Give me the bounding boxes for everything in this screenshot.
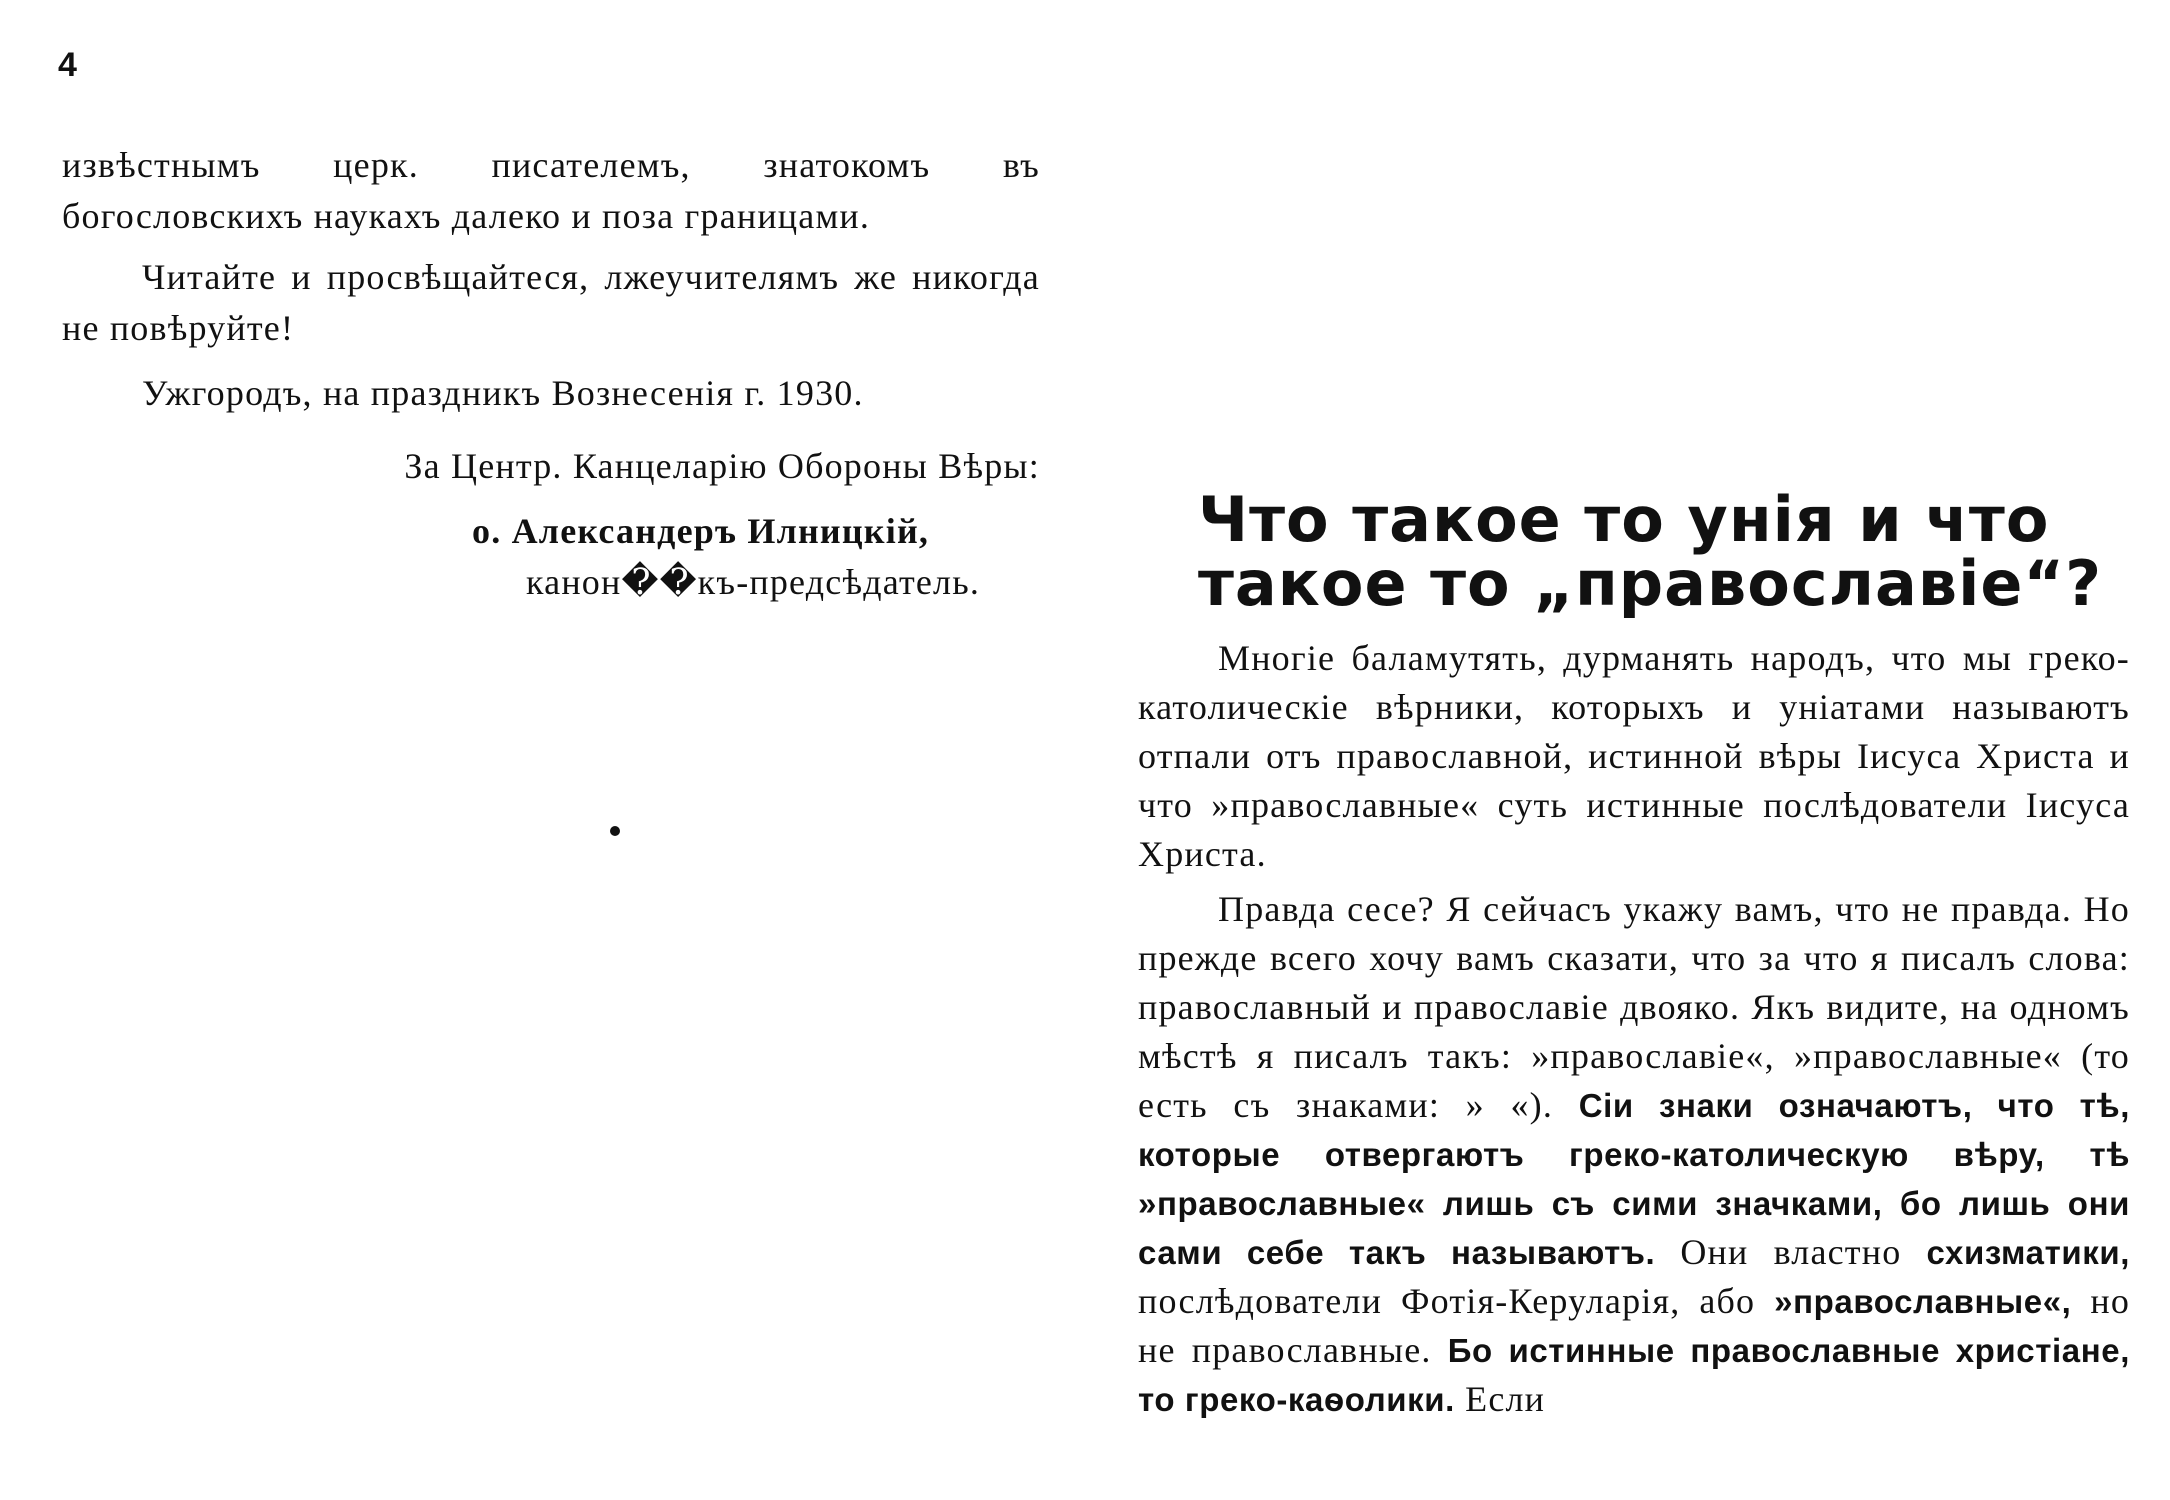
article-body — [1138, 634, 2130, 1424]
heading-line-1: Что такое то унія и что — [1198, 483, 2050, 556]
p2-intro: Правда сесе? Я сейчасъ укажу вамъ, что не правда. Но прежде всего хочу вамъ сказати, что за что я писалъ слова: православный и православіе двояко. Якъ видите, на одномъ мѣстѣ я писалъ такъ: »православіе«, »православные« (то есть съ знаками: » «). — [1138, 889, 2130, 1125]
stray-dot-mark — [610, 826, 620, 836]
left-column — [62, 140, 1040, 608]
p2-bold-3: »православные«, — [1774, 1283, 2072, 1320]
signature-block — [472, 506, 1040, 608]
left-paragraph-continuation: извѣстнымъ церк. писателемъ, знатокомъ въ богословскихъ наукахъ далеко и поза границами. — [62, 145, 1040, 236]
p2-bold-2: схизматики, — [1926, 1234, 2130, 1271]
p2-bold-1: Сіи знаки означаютъ, что тѣ, которые отвергаютъ греко-католическую вѣру, тѣ »православные« лишь съ сими значками, бо лишь они сами себе такъ называютъ. — [1138, 1087, 2130, 1271]
article-heading — [1138, 483, 2130, 620]
p2-bold-4: Бо истинные православные христіане, то греко-каѳолики. — [1138, 1332, 2130, 1418]
p2-mid: Они властно — [1680, 1232, 1902, 1272]
p2-tail: Если — [1465, 1379, 1546, 1419]
right-column — [1138, 483, 2131, 1430]
signer-title: канон��къ-предсѣдатель. — [526, 562, 981, 602]
left-paragraph-exhortation: Читайте и просвѣщайтеся, лжеучителямъ же никогда не повѣруйте! — [62, 257, 1040, 348]
signer-name: о. Александеръ Илницкій, — [472, 511, 930, 551]
heading-line-2: такое то „православіе“? — [1198, 547, 2103, 620]
place-date-line: Ужгородъ, на праздникъ Вознесенія г. 1930. — [142, 373, 864, 413]
page-number: 4 — [58, 46, 77, 84]
p2-mid-2: послѣдователи Фотія-Керуларія, або — [1138, 1281, 1756, 1321]
article-paragraph-1: Многіе баламутять, дурманять народъ, что мы греко-католическіе вѣрники, которыхъ и уніатами называютъ отпали отъ православной, истинной вѣры Іисуса Христа и что »православные« суть истинные послѣдователи Іисуса Христа. — [1138, 638, 2130, 874]
office-line: За Центр. Канцеларію Обороны Вѣры: — [404, 446, 1040, 486]
article-paragraph-2 — [1138, 885, 2130, 1424]
p2-mid-3: но не православные. — [1138, 1281, 2131, 1370]
